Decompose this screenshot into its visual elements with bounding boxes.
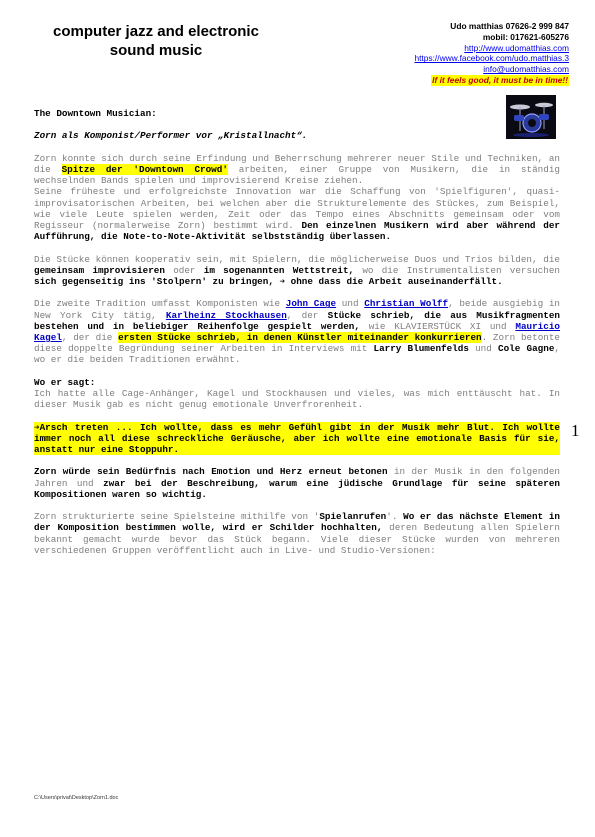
document-title: computer jazz and electronic sound music xyxy=(53,23,259,59)
link-john-cage[interactable]: John Cage xyxy=(285,298,337,310)
paragraph-5: Wo er sagt: Ich hatte alle Cage-Anhänger, Kagel und Stockhausen und vieles, was mich enttäuscht hat. In dieser Musik gab es nicht genug emotionale Unverfrorenheit. xyxy=(34,376,560,411)
slogan: If it feels good, it must be in time!! xyxy=(432,74,568,85)
document-body xyxy=(34,108,560,567)
contact-block xyxy=(329,21,569,86)
contact-name: Udo matthias 07626-2 999 847 xyxy=(450,21,569,31)
paragraph-3: Die Stücke können kooperativ sein, mit Spielern, die möglicherweise Duos und Trios bilden, die gemeinsam improvisieren oder im sogenannten Wettstreit, wo die Instrumentalisten versuchen sich gegenseitig ins 'Stolpern' zu bringen, ➔ ohne dass die Arbeit auseinanderfällt. xyxy=(34,253,560,287)
paragraph-7: Zorn strukturierte seine Spielsteine mithilfe von 'Spielanrufen'. Wo er das nächste Element in der Komposition bestimmen wolle, wird er Schilder hochhalten, deren Bedeutung allen Spielern bekannt gemacht wurde bevor das Stück begann. Viele dieser Stücke wurden von mehreren verschiedenen Gruppen veröffentlicht auch in Live- und Studio-Versionen: xyxy=(34,511,560,556)
link-karlheinz-stockhausen[interactable]: Karlheinz Stockhausen xyxy=(165,309,287,321)
facebook-link[interactable]: https://www.facebook.com/udo.matthias.3 xyxy=(414,53,569,64)
paragraph-6: Zorn würde sein Bedürfnis nach Emotion und Herz erneut betonen in der Musik in den folgenden Jahren und zwar bei der Beschreibung, warum eine jüdische Grundlage für seine späteren Kompositionen waren so wichtig. xyxy=(34,466,561,500)
contact-mobile: mobil: 017621-605276 xyxy=(482,31,569,42)
email-link[interactable]: info@udomatthias.com xyxy=(483,64,569,75)
highlight-konkurrieren: ersten Stücke schrieb, in denen Künstler miteinander konkurrieren xyxy=(118,332,482,343)
section-heading: The Downtown Musician: xyxy=(34,108,157,119)
paragraph-4: Die zweite Tradition umfasst Komponisten wie John Cage und Christian Wolff, beide ausgiebig in New York City tätig, Karlheinz Stockhausen, der Stücke schrieb, die aus Musikfragmenten bestehen und in beliebiger Reihenfolge gespielt werden, wie KLAVIERSTÜCK XI und Mauricio Kagel, der die ersten Stücke schrieb, in denen Künstler miteinander konkurrieren. Zorn betonte diese doppelte Begründung seiner Arbeiten in Interviews mit Larry Blumenfelds und Cole Gagne, wo er die beiden Traditionen erwähnt. xyxy=(34,298,561,366)
link-christian-wolff[interactable]: Christian Wolff xyxy=(364,298,449,310)
quote-block: ➔Arsch treten ... Ich wollte, dass es mehr Gefühl gibt in der Musik mehr Blut. Ich wollte immer noch all diese schreckliche Geräusche, aber ich wollte eine emotionale Basis für sie, anstatt nur eine Stoppuhr. xyxy=(34,421,560,455)
page-number: 1 xyxy=(571,421,580,440)
link-mauricio-kagel[interactable]: Mauricio Kagel xyxy=(34,320,560,343)
website-link[interactable]: http://www.udomatthias.com xyxy=(464,42,569,53)
section-subheading: Zorn als Komponist/Performer vor „Kristallnacht“. xyxy=(34,130,308,142)
paragraph-1: Zorn konnte sich durch seine Erfindung und Beherrschung mehrerer neuer Stile und Techniken, an die Spitze der 'Downtown Crowd' arbeiten, einer Gruppe von Musikern, die in ständig wechselnden Bands spielen und improvisierend Kreise ziehen. xyxy=(34,152,560,187)
footer-file-path: C:\Users\privat\Desktop\Zorn1.doc xyxy=(34,795,119,801)
highlight-downtown-crowd: Spitze der 'Downtown Crowd' xyxy=(61,163,228,175)
paragraph-2: Seine früheste und erfolgreichste Innovation war die Schaffung von 'Spielfiguren', quasi-improvisatorischen Arbeiten, bei welchen aber die Strukturelemente des Stückes, zum Beispiel, wie viele Leute spielen werden, Zeit oder das Tempo eines Abschnitts gemeinsam oder vom Regisseur (normalerweise Zorn) bestimmt wird. Den einzelnen Musikern wird aber während der Aufführung, die Note-to-Note-Aktivität selbstständig überlassen. xyxy=(34,186,561,243)
